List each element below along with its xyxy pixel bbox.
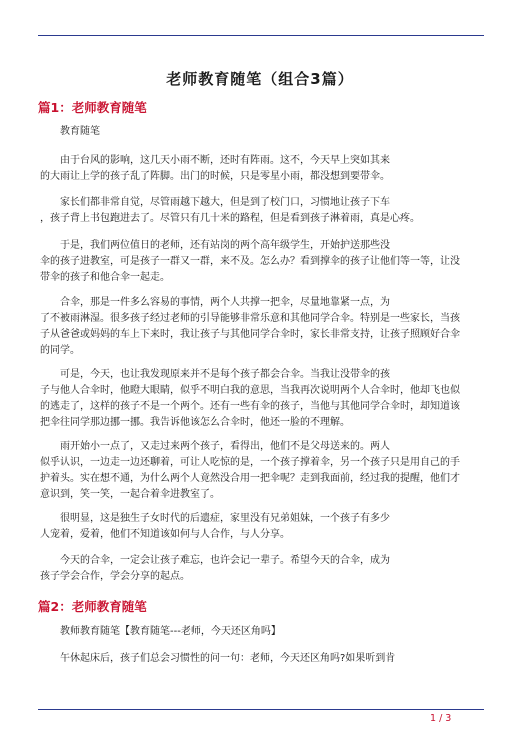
page-indicator: 1 / 3 [430,713,452,724]
document-title: 老师教育随笔（组合3篇） [166,70,354,88]
top-rule [38,35,484,36]
paragraph-1-4: 于是，我们两位值日的老师，还有站岗的两个高年级学生，开始护送那些没 伞的孩子进教室，可是孩子一群又一群，来不及。怎么办？看到撑伞的孩子让他们等一等，让没 带伞的孩子和他合伞一起走。 [40,240,460,283]
paragraph-1-1: 教育随笔 [40,126,100,137]
paragraph-1-5: 合伞，那是一件多么容易的事情，两个人共撑一把伞，尽量地靠紧一点，为 了不被雨淋湿。很多孩子经过老师的引导能够非常乐意和其他同学合伞。特别是一些家长，当孩 子从爸爸或妈妈的车上下来时，我让孩子与其他同学合伞时，家长非常支持，让孩子照顾好合伞 的同学。 [40,297,460,356]
paragraph-1-3: 家长们都非常自觉，尽管雨越下越大，但是到了校门口，习惯地让孩子下车 ，孩子背上书包跑进去了。尽管只有几十米的路程，但是看到孩子淋着雨，真是心疼。 [40,197,420,224]
paragraph-1-6: 可是，今天，也让我发现原来并不是每个孩子都会合伞。当我让没带伞的孩 子与他人合伞时，他瞪大眼睛，似乎不明白我的意思，当我再次说明两个人合伞时，他却飞也似 的逃走了，这样的孩子不是一个两个。还有一些有伞的孩子，当他与其他同学合伞时，却知道该 把伞往同学那边挪一挪。我告诉他该怎么合伞时，他还一脸的不理解。 [40,369,460,428]
paragraph-2-1: 教师教育随笔【教育随笔---老师，今天还区角吗】 [40,626,281,637]
paragraph-1-8: 很明显，这是独生子女时代的后遗症，家里没有兄弟姐妹，一个孩子有多少 人宠着，爱着，他们不知道该如何与人合作，与人分享。 [40,513,390,540]
paragraph-2-2: 午休起床后，孩子们总会习惯性的问一句：老师，今天还区角吗?如果听到肯 [40,653,396,664]
section-heading-1: 篇1：老师教育随笔 [38,100,147,115]
paragraph-1-7: 雨开始小一点了，又走过来两个孩子，看得出，他们不是父母送来的。两人 似乎认识，一边走一边还聊着，可让人吃惊的是，一个孩子撑着伞，另一个孩子只是用自己的手 护着头。实在想不通，为什么两个人竟然没合用一把伞呢？走到我面前，经过我的提醒，他们才 意识到，笑一笑，一起合着伞进教室了。 [40,441,460,500]
paragraph-1-2: 由于台风的影响，这几天小雨不断，还时有阵雨。这不，今天早上突如其来 的大雨让上学的孩子乱了阵脚。出门的时候，只是零星小雨，都没想到要带伞。 [40,155,390,182]
section-heading-2: 篇2：老师教育随笔 [38,599,147,614]
paragraph-1-9: 今天的合伞，一定会让孩子难忘，也许会记一辈子。希望今天的合伞，成为 孩子学会合作，学会分享的起点。 [40,555,390,582]
bottom-rule [38,709,484,710]
